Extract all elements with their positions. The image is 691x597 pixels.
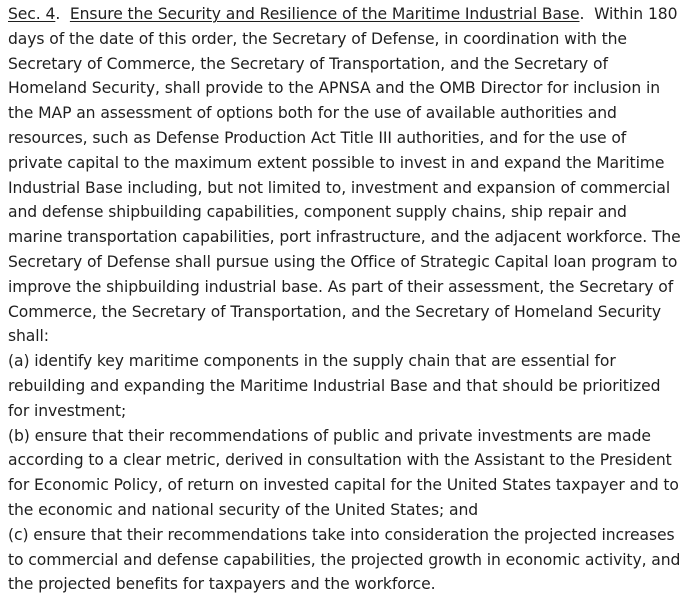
list-item-a: (a) identify key maritime components in the supply chain that are essential for rebuilding and expanding the Maritime Industrial Base and that should be prioritized for investment; <box>8 352 661 420</box>
list-item-c: (c) ensure that their recommendations take into consideration the projected increases to commercial and defense capabilities, the projected growth in economic activity, and the projected benefits for taxpayers and the workforce. <box>8 525 681 594</box>
section-intro-paragraph: Sec. 4. Ensure the Security and Resilience of the Maritime Industrial Base. Within 180 days of the date of this order, the Secretary of Defense, in coordination with the Secretary of Commerce, the Secretary of Transportation, and the Secretary of Homeland Security, shall provide to the APNSA and the OMB Director for inclusion in the MAP an assessment of options both for the use of available authorities and resources, such as Defense Production Act Title III authorities, and for the use of private capital to the maximum extent possible to invest in and expand the Maritime Industrial Base including, but not limited to, investment and expansion of commercial and defense shipbuilding capabilities, component supply chains, ship repair and marine transportation capabilities, port infrastructure, and the adjacent workforce. The Secretary of Defense shall pursue using the Office of Strategic Capital loan program to improve the shipbuilding industrial base. As part of their assessment, the Secretary of Commerce, the Secretary of Transportation, and the Secretary of Homeland Security shall: <box>8 5 681 346</box>
list-item-b: (b) ensure that their recommendations of public and private investments are made according to a clear metric, derived in consultation with the Assistant to the President for Economic Policy, of return on invested capital for the United States taxpayer and to the economic and national security of the United States; and <box>8 426 679 519</box>
section-number-label: Sec. 4 <box>8 5 56 23</box>
section-intro-text: Within 180 days of the date of this order, the Secretary of Defense, in coordination with the Secretary of Commerce, the Secretary of Transportation, and the Secretary of Homeland Security, shall provide to the APNSA and the OMB Director for inclusion in the MAP an assessment of options both for the use of available authorities and resources, such as Defense Production Act Title III authorities, and for the use of private capital to the maximum extent possible to invest in and expand the Maritime Industrial Base including, but not limited to, investment and expansion of commercial and defense shipbuilding capabilities, component supply chains, ship repair and marine transportation capabilities, port infrastructure, and the adjacent workforce. The Secretary of Defense shall pursue using the Office of Strategic Capital loan program to improve the shipbuilding industrial base. As part of their assessment, the Secretary of Commerce, the Secretary of Transportation, and the Secretary of Homeland Security shall: <box>8 5 681 346</box>
section-heading: Ensure the Security and Resilience of the Maritime Industrial Base <box>69 5 580 23</box>
